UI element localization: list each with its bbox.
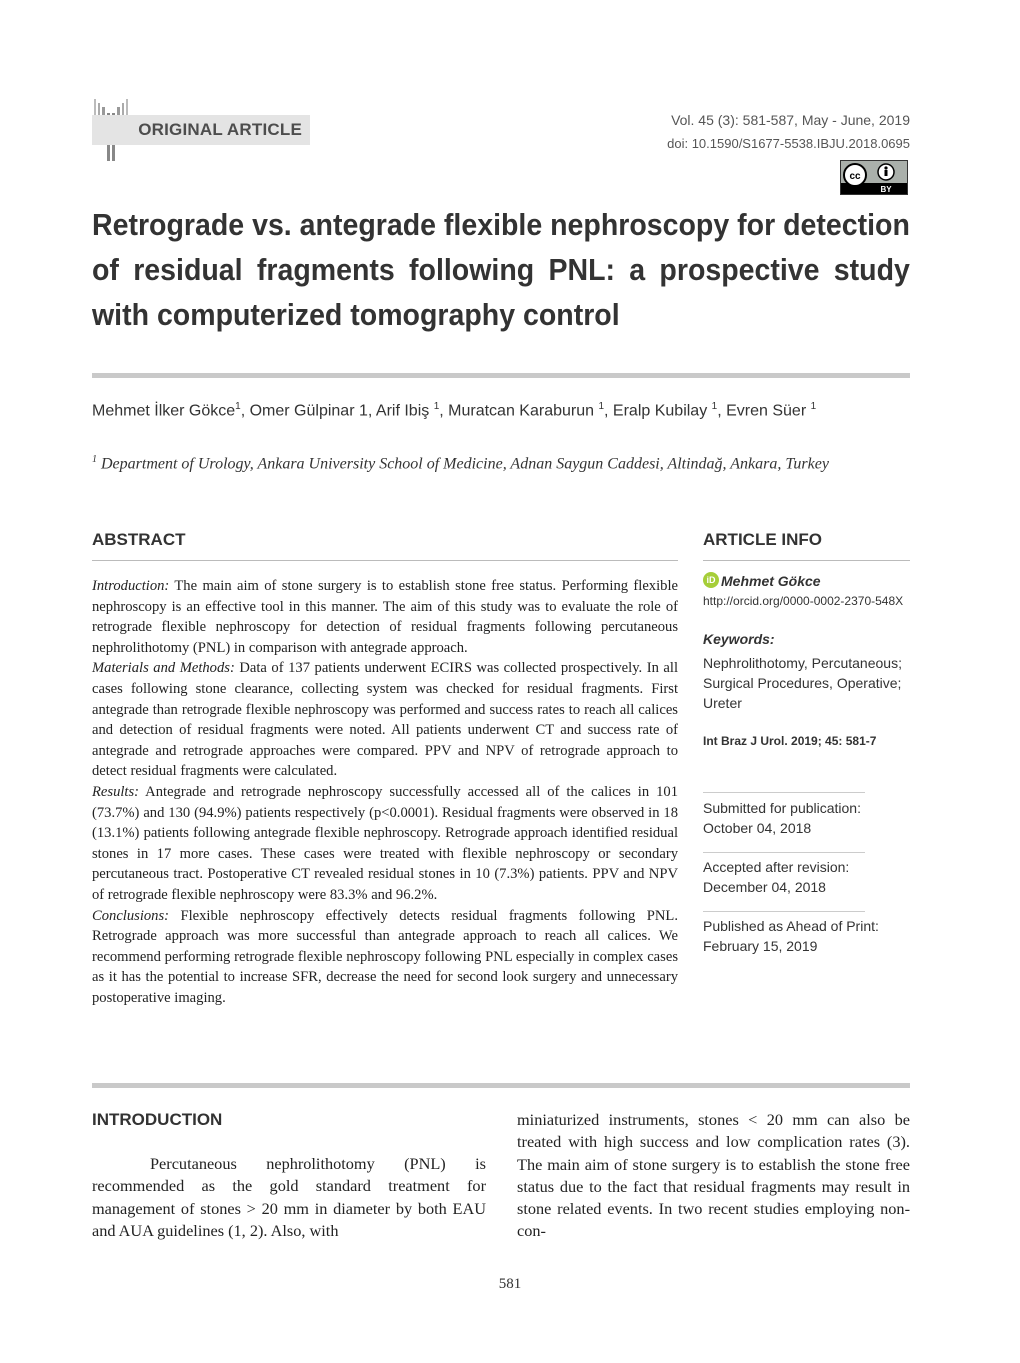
author-affil-sup: 1 (711, 401, 718, 412)
paragraph: Percutaneous nephrolithotomy (PNL) is recommended as the gold standard treatment for management of stones > 20 mm in diameter by both EAU and AUA guidelines (1, 2). Also, with (92, 1154, 486, 1240)
abstract-methods: Materials and Methods: Data of 137 patients underwent ECIRS was collected prospectively. In all cases following stone clearance, collecting system was checked for residual fragments. First antegrade than retrograde flexible nephroscopy was performed and success rates to reach all calices and detection of residual fragments were noted. All patients underwent CT and success rate of antegrade and retrograde approaches were compared. PPV and NPV of retrograde approach to detect residual fragments were calculated. (92, 660, 678, 780)
accepted-label: Accepted after revision: (703, 859, 850, 875)
paragraph: miniaturized instruments, stones < 20 mm can also be treated with high success and low complication rates (3). The main aim of stone surgery is to establish the stone free status due to the fact that residual fragments may result in stone related events. In two recent studies employing non-con- (517, 1110, 910, 1241)
abstract-heading: ABSTRACT (92, 530, 186, 549)
page-number: 581 (498, 1276, 522, 1292)
author-name: Mehmet İlker Gökce (92, 402, 236, 420)
author-affil-sup: 1 (810, 401, 817, 412)
svg-text:cc: cc (849, 171, 861, 182)
divider (703, 911, 865, 912)
published-date: February 15, 2019 (703, 938, 818, 954)
author-name: Arif Ibiş (375, 402, 430, 420)
orcid-author-name: Mehmet Gökce (721, 573, 821, 589)
author-name: Eralp Kubilay (612, 402, 708, 420)
keywords-list: Nephrolithotomy, Percutaneous; Surgical Procedures, Operative; Ureter (703, 655, 902, 711)
introduction-heading: INTRODUCTION (92, 1110, 223, 1129)
affiliation (92, 449, 910, 475)
divider (703, 560, 910, 561)
section-label: ORIGINAL ARTICLE (138, 120, 302, 139)
submitted-date: October 04, 2018 (703, 820, 812, 836)
abstract-introduction: Introduction: The main aim of stone surgery is to establish stone free status. Performing flexible nephroscopy is an effective tool in this manner. The aim of this study was to evaluate the role of retrograde flexible nephroscopy for detection of residual fragments following percutaneous nephrolithotomy (PNL) in comparison with antegrade approach. (92, 578, 678, 656)
published-label: Published as Ahead of Print: (703, 918, 879, 934)
author-affil-sup: 1 (598, 401, 605, 412)
divider (92, 373, 910, 378)
divider (703, 792, 865, 793)
cc-license-badge[interactable] (840, 160, 908, 195)
abstract-label: Results: (92, 783, 140, 800)
author-affil-sup: 1 (433, 401, 440, 412)
author-list: Mehmet İlker Gökce$^1$, Omer Gülpinar 1, Arif Ibiş $^1$, Muratcan Karaburun $^1$, Eralp Kubilay $^1$, Evren Süer $^1$ (92, 401, 817, 420)
abstract-label: Materials and Methods: (92, 660, 235, 677)
affiliation-sup: 1 (92, 454, 97, 465)
divider (92, 560, 678, 561)
author-name: Evren Süer (726, 402, 807, 420)
author-affil-sup: 1 (235, 401, 241, 412)
author-name: Omer Gülpinar (249, 402, 355, 420)
submitted-label: Submitted for publication: (703, 800, 861, 816)
keywords-label: Keywords: (703, 631, 775, 647)
abstract-conclusions: Conclusions: Flexible nephroscopy effectively detects residual fragments following PNL. Retrograde approach was more successful than antegrade approach to reach all calices. We recommend performing retrograde flexible nephroscopy following PNL especially in complex cases as it has the potential to increase SFR, decrease the need for second look surgery and unnecessary postoperative imaging. (92, 907, 678, 1006)
divider (703, 852, 865, 853)
volume-info: Vol. 45 (3): 581-587, May - June, 2019 (671, 112, 910, 128)
abstract-body (92, 576, 678, 1008)
author-name: Muratcan Karaburun (448, 402, 595, 420)
section-banner (92, 115, 310, 145)
orcid-icon[interactable]: iD (703, 572, 719, 588)
introduction-column-left (92, 1153, 486, 1242)
article-info-heading: ARTICLE INFO (703, 530, 822, 549)
abstract-results: Results: Antegrade and retrograde nephroscopy successfully accessed all of the calices in 101 (73.7%) and 130 (94.9%) patients respectively (p<0.0001). Residual fragments were observed in 18 (13.1%) patients following antegrade flexible nephroscopy. Retrograde approach identified residual stones in 17 more cases. These cases were treated with flexible nephroscopy or secondary percutaneous tract. Postoperative CT revealed residual stones in 10 (7.3%) patients. PPV and NPV of retrograde flexible nephroscopy were 83.3% and 96.2%. (92, 783, 678, 903)
creative-commons-icon (841, 161, 907, 194)
abstract-label: Conclusions: (92, 907, 170, 924)
introduction-column-right (517, 1109, 910, 1243)
divider (92, 1083, 910, 1088)
abstract-label: Introduction: (92, 578, 170, 594)
article-title: Retrograde vs. antegrade flexible nephroscopy for detection of residual fragments following PNL: a prospective study with computerized tomography control (92, 207, 910, 332)
svg-text:BY: BY (880, 185, 892, 194)
accepted-date: December 04, 2018 (703, 879, 826, 895)
citation: Int Braz J Urol. 2019; 45: 581-7 (703, 734, 877, 748)
affiliation-text: Department of Urology, Ankara University School of Medicine, Adnan Saygun Caddesi, Altindağ, Ankara, Turkey (101, 455, 829, 473)
orcid-url-link[interactable]: http://orcid.org/0000-0002-2370-548X (703, 594, 904, 608)
author-affil-sup: 1 (358, 402, 368, 420)
doi-link[interactable]: doi: 10.1590/S1677-5538.IBJU.2018.0695 (667, 136, 910, 151)
